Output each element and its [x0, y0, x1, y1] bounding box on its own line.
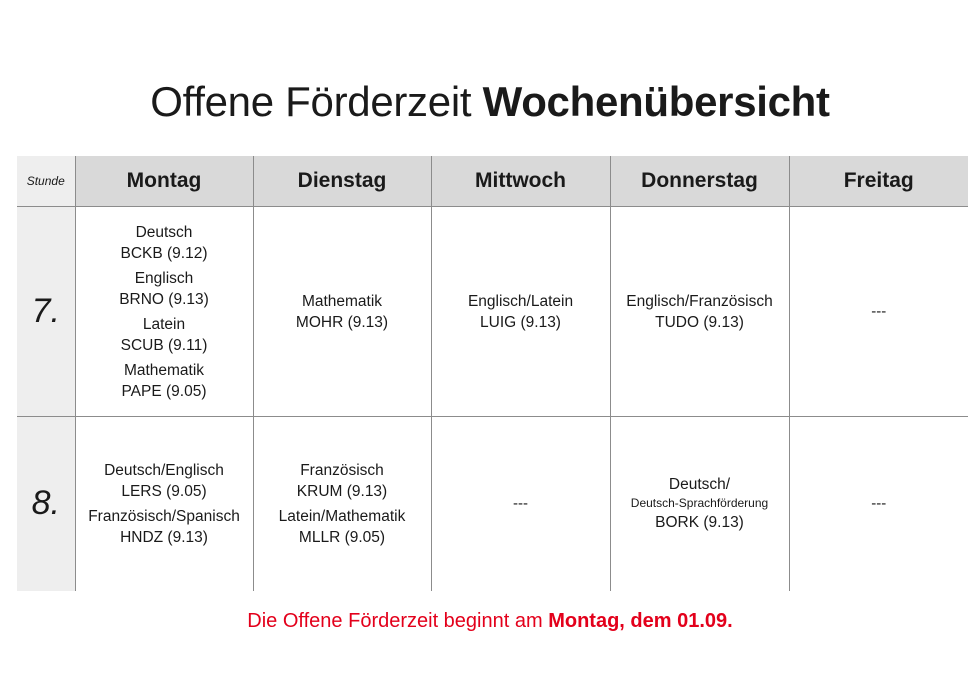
course-teacher: TUDO (9.13) — [655, 313, 744, 331]
table-row — [17, 207, 968, 417]
note-prefix: Die Offene Förderzeit beginnt am — [247, 610, 543, 632]
course-subject: Deutsch/ — [668, 476, 731, 494]
no-offer-dash: --- — [871, 495, 887, 513]
period-label: 8. — [17, 417, 75, 591]
schedule-cell-thursday — [610, 417, 789, 591]
course-entry — [76, 222, 253, 264]
course-entry — [76, 268, 253, 310]
course-entry — [432, 493, 610, 514]
schedule-cell-monday — [75, 207, 253, 417]
schedule-cell-tuesday — [253, 207, 431, 417]
course-entry — [76, 506, 253, 548]
no-offer-dash: --- — [871, 303, 887, 320]
day-header-friday: Freitag — [789, 156, 968, 207]
schedule-body — [17, 207, 968, 591]
course-teacher: BORK (9.13) — [655, 514, 744, 532]
title-bold: Wochenübersicht — [482, 78, 830, 125]
course-subject: Französisch/Spanisch — [88, 507, 240, 525]
day-header-thursday: Donnerstag — [610, 156, 789, 207]
schedule-cell-tuesday — [253, 417, 431, 591]
course-teacher: BRNO (9.13) — [119, 290, 209, 308]
note-date: Montag, dem 01.09. — [548, 610, 733, 632]
schedule-cell-friday — [789, 207, 968, 417]
course-teacher: LERS (9.05) — [121, 482, 207, 500]
schedule-cell-monday — [75, 417, 253, 591]
course-teacher: Deutsch-Sprachförderung — [630, 496, 769, 511]
course-teacher: MOHR (9.13) — [295, 313, 389, 331]
course-teacher: MLLR (9.05) — [298, 528, 386, 546]
schedule-table — [17, 156, 968, 591]
course-subject: Englisch/Latein — [467, 292, 574, 310]
course-subject: Deutsch/Englisch — [104, 461, 224, 479]
course-entry — [790, 493, 969, 514]
course-entry — [611, 474, 789, 533]
course-subject: Deutsch — [135, 223, 193, 241]
course-subject: Englisch/Französisch — [626, 292, 773, 310]
title-regular: Offene Förderzeit — [150, 78, 472, 125]
day-header-monday: Montag — [75, 156, 253, 207]
period-label: 7. — [17, 207, 75, 417]
course-teacher: KRUM (9.13) — [296, 482, 388, 500]
course-entry — [790, 301, 969, 322]
schedule-cell-wednesday — [431, 417, 610, 591]
course-teacher: LUIG (9.13) — [480, 313, 561, 331]
course-subject: Französisch — [300, 461, 384, 479]
course-subject: Mathematik — [301, 292, 383, 310]
schedule-cell-friday — [789, 417, 968, 591]
course-teacher: SCUB (9.11) — [120, 336, 208, 354]
schedule-cell-wednesday — [431, 207, 610, 417]
stunde-header: Stunde — [17, 156, 75, 207]
course-teacher: HNDZ (9.13) — [120, 528, 208, 546]
start-note — [0, 610, 980, 633]
course-entry — [76, 314, 253, 356]
course-entry — [254, 506, 431, 548]
day-header-wednesday: Mittwoch — [431, 156, 610, 207]
course-entry — [611, 291, 789, 333]
header-row — [17, 156, 968, 207]
course-teacher: BCKB (9.12) — [120, 244, 208, 262]
course-teacher: PAPE (9.05) — [121, 382, 207, 400]
schedule-cell-thursday — [610, 207, 789, 417]
course-subject: Englisch — [134, 269, 194, 287]
table-row — [17, 417, 968, 591]
page-title — [0, 74, 980, 130]
course-entry — [76, 460, 253, 502]
course-entry — [432, 291, 610, 333]
course-entry — [254, 291, 431, 333]
day-header-tuesday: Dienstag — [253, 156, 431, 207]
course-subject: Latein — [142, 315, 186, 333]
no-offer-dash: --- — [513, 495, 528, 513]
course-entry — [76, 360, 253, 402]
course-subject: Mathematik — [123, 361, 205, 379]
course-entry — [254, 460, 431, 502]
course-subject: Latein/Mathematik — [278, 507, 406, 525]
